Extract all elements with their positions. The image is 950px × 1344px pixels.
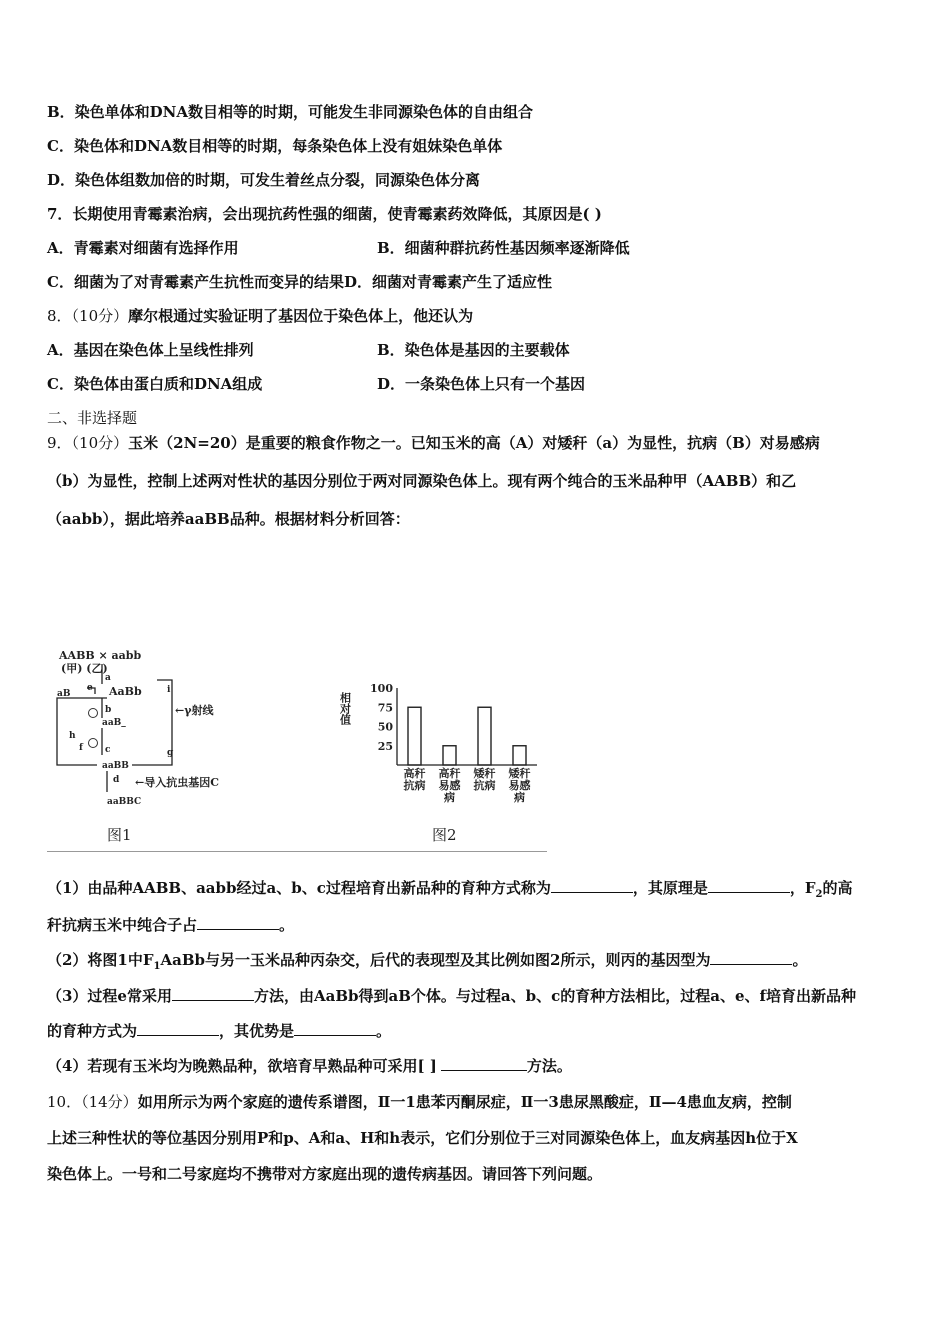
q9-sub1-text-e: 秆抗病玉米中纯合子占 bbox=[47, 916, 198, 934]
fig1-self-cross-symbol-2 bbox=[89, 739, 98, 748]
q9-sub3-line1 bbox=[47, 986, 856, 1006]
q9-sub1-text-b: ，其原理是 bbox=[632, 879, 708, 897]
q10-line-3: 染色体上。一号和二号家庭均不携带对方家庭出现的遗传病基因。请回答下列问题。 bbox=[47, 1165, 603, 1183]
chart-bar bbox=[443, 746, 456, 765]
answer-blank-3[interactable] bbox=[197, 915, 279, 930]
q8-option-b: B．染色体是基因的主要载体 bbox=[377, 341, 570, 359]
q9-sub3-line2 bbox=[47, 1021, 391, 1041]
q10-line-1 bbox=[47, 1092, 792, 1112]
figure-2-bar-chart bbox=[339, 682, 538, 804]
fig1-aabb-label: aaBB bbox=[102, 761, 129, 771]
q7-stem: 7．长期使用青霉素治病，会出现抗药性强的细菌，使青霉素药效降低，其原因是( ) bbox=[47, 205, 602, 223]
q6-option-b: B．染色单体和DNA数目相等的时期，可能发生非同源染色体的自由组合 bbox=[47, 103, 534, 121]
section-title: 二、非选择题 bbox=[47, 409, 138, 427]
fig1-step-b: b bbox=[105, 705, 112, 715]
q7-row-ab bbox=[47, 238, 239, 258]
q6-option-d: D．染色体组数加倍的时期，可发生着丝点分裂，同源染色体分离 bbox=[47, 171, 481, 189]
fig1-step-d: d bbox=[113, 775, 120, 785]
fig1-self-cross-symbol-1 bbox=[89, 709, 98, 718]
answer-blank-1[interactable] bbox=[551, 878, 633, 893]
answer-blank-5[interactable] bbox=[172, 986, 254, 1001]
figure-1-breeding-diagram bbox=[47, 640, 547, 855]
answer-blank-7[interactable] bbox=[294, 1021, 376, 1036]
answer-blank-2[interactable] bbox=[708, 878, 790, 893]
answer-blank-4[interactable] bbox=[710, 950, 792, 965]
q9-sub2-subscript: 1 bbox=[153, 961, 161, 972]
q10-number: 10． bbox=[47, 1093, 82, 1111]
q9-sub2 bbox=[47, 950, 807, 977]
q9-score: （10分） bbox=[71, 434, 129, 452]
q7-row-cd bbox=[47, 272, 552, 292]
q9-sub2-text-b: AaBb与另一玉米品种丙杂交，后代的表现型及其比例如图2所示，则丙的基因型为 bbox=[160, 951, 711, 969]
chart-ytick-label: 100 bbox=[370, 682, 393, 695]
chart-ytick-label: 75 bbox=[377, 701, 393, 715]
q9-sub4 bbox=[47, 1056, 572, 1076]
chart-category-label: 高秆易感病 bbox=[438, 767, 461, 804]
fig2-caption: 图2 bbox=[432, 826, 457, 844]
q8-stem-line bbox=[47, 306, 473, 326]
fig1-aab-label: aaB_ bbox=[102, 718, 126, 728]
q9-sub4-text-b: 方法。 bbox=[526, 1057, 572, 1075]
q10-score: （14分） bbox=[81, 1093, 138, 1111]
chart-ytick-label: 50 bbox=[377, 720, 393, 734]
figures-area bbox=[47, 640, 547, 855]
answer-blank-8[interactable] bbox=[441, 1056, 527, 1071]
q8-option-c: C．染色体由蛋白质和DNA组成 bbox=[47, 375, 263, 393]
chart-category-label: 矮秆抗病 bbox=[473, 767, 496, 792]
q9-sub3-text-b: 方法，由AaBb得到aB个体。与过程a、b、c的育种方法相比，过程a、e、f培育出新品种 bbox=[253, 987, 856, 1005]
q6-option-c: C．染色体和DNA数目相等的时期，每条染色体上没有姐妹染色单体 bbox=[47, 137, 503, 155]
q9-number: 9． bbox=[47, 434, 72, 452]
fig1-f1: AaBb bbox=[109, 685, 142, 698]
chart-bar bbox=[408, 707, 421, 765]
q8-option-a: A．基因在染色体上呈线性排列 bbox=[47, 341, 254, 359]
fig1-step-g: g bbox=[167, 748, 174, 758]
q9-sub3-text-a: （3）过程e常采用 bbox=[47, 987, 172, 1005]
answer-blank-6[interactable] bbox=[137, 1021, 219, 1036]
q9-sub1-subscript: 2 bbox=[815, 889, 823, 900]
fig1-cross: AABB × aabb bbox=[59, 649, 142, 662]
q7-option-d: D．细菌对青霉素产生了适应性 bbox=[343, 273, 552, 291]
chart-bar bbox=[478, 707, 491, 765]
q9-line-2: （b）为显性，控制上述两对性状的基因分别位于两对同源染色体上。现有两个纯合的玉米品种甲（AABB）和乙 bbox=[47, 472, 797, 490]
q9-line-1 bbox=[47, 433, 820, 453]
fig1-step-a: a bbox=[105, 673, 111, 683]
q7-option-b: B．细菌种群抗药性基因频率逐渐降低 bbox=[377, 239, 630, 257]
q9-sub3-text-d: ，其优势是 bbox=[219, 1022, 295, 1040]
q10-text-1: 如用所示为两个家庭的遗传系谱图，Ⅱ一1患苯丙酮尿症，Ⅱ一3患尿黑酸症，Ⅱ—4患血友病，控制 bbox=[137, 1093, 792, 1111]
q9-sub3-text-c: 的育种方式为 bbox=[47, 1022, 138, 1040]
q8-stem: 摩尔根通过实验证明了基因位于染色体上，他还认为 bbox=[128, 307, 474, 325]
q8-score: （10分） bbox=[71, 307, 129, 325]
fig1-step-e: e bbox=[87, 683, 93, 693]
fig1-gamma-note: ←γ射线 bbox=[175, 704, 214, 717]
fig1-ab-label: aB bbox=[57, 689, 71, 699]
fig1-step-c: c bbox=[105, 745, 111, 755]
q9-sub1-line2 bbox=[47, 915, 294, 935]
chart-ylabel: 相对值 bbox=[338, 692, 352, 725]
q9-sub1-end: 。 bbox=[279, 916, 295, 934]
figure-divider bbox=[47, 851, 547, 852]
q9-sub1-text-d: 的高 bbox=[822, 879, 853, 897]
q9-text-1: 玉米（2N=20）是重要的粮食作物之一。已知玉米的高（A）对矮秆（a）为显性，抗病（B）对易感病 bbox=[128, 434, 820, 452]
q9-sub1-text-a: （1）由品种AABB、aabb经过a、b、c过程培育出新品种的育种方式称为 bbox=[47, 879, 551, 897]
fig1-final: aaBBC bbox=[107, 797, 142, 807]
q8-number: 8． bbox=[47, 307, 72, 325]
q9-sub3-end: 。 bbox=[376, 1022, 392, 1040]
fig1-step-f: f bbox=[79, 743, 83, 753]
chart-category-label: 矮秆易感病 bbox=[508, 767, 531, 804]
q7-option-c: C．细菌为了对青霉素产生抗性而变异的结果 bbox=[47, 273, 344, 291]
chart-category-label: 高秆抗病 bbox=[403, 767, 426, 792]
fig1-step-i: i bbox=[167, 685, 171, 695]
chart-ytick-label: 25 bbox=[377, 739, 393, 753]
fig1-insert-note: ←导入抗虫基因C bbox=[135, 776, 219, 789]
q9-sub1-text-c: ，F bbox=[789, 879, 816, 897]
fig1-parent-labels: (甲) (乙) bbox=[61, 662, 108, 675]
q9-sub2-end: 。 bbox=[792, 951, 808, 969]
q10-line-2: 上述三种性状的等位基因分别用P和p、A和a、H和h表示，它们分别位于三对同源染色体上，血友病基因h位于X bbox=[47, 1129, 798, 1147]
q8-option-d: D．一条染色体上只有一个基因 bbox=[377, 375, 586, 393]
q9-sub4-text-a: （4）若现有玉米均为晚熟品种，欲培育早熟品种可采用[ ] bbox=[47, 1057, 437, 1075]
q7-option-a: A．青霉素对细菌有选择作用 bbox=[47, 239, 239, 257]
fig1-step-h: h bbox=[69, 731, 76, 741]
q9-line-3: （aabb），据此培养aaBB品种。根据材料分析回答： bbox=[47, 510, 410, 528]
fig1-caption: 图1 bbox=[107, 826, 132, 844]
q9-sub2-text-a: （2）将图1中F bbox=[47, 951, 154, 969]
q9-sub1-line1 bbox=[47, 878, 853, 905]
chart-bar bbox=[513, 746, 526, 765]
